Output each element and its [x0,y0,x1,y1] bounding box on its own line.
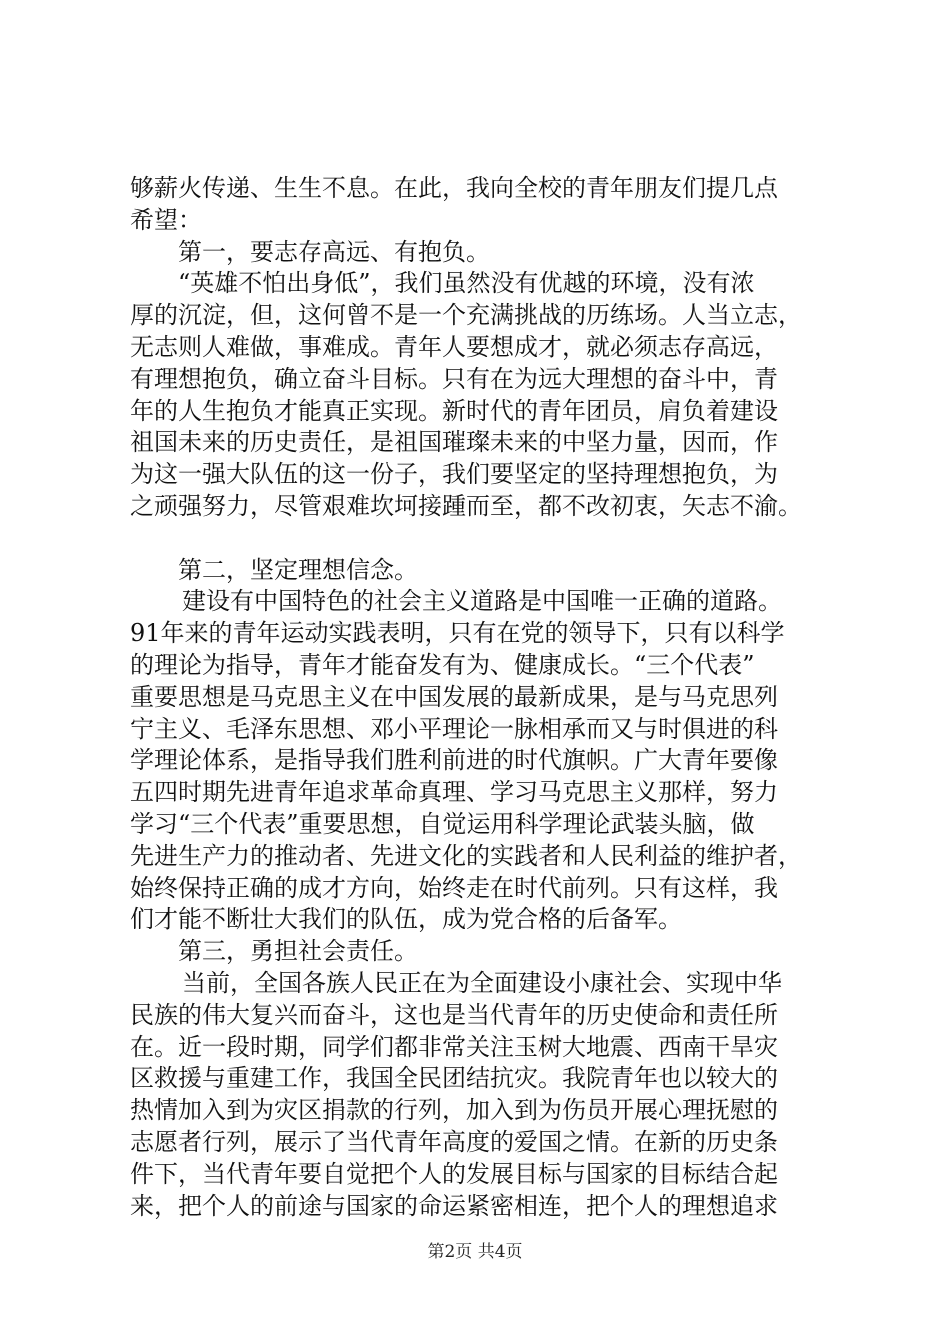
text-line: 学习“三个代表”重要思想，自觉运用科学理论武装头脑，做 [130,809,755,838]
text-line: 志愿者行列，展示了当代青年高度的爱国之情。在新的历史条 [130,1127,778,1156]
text-line: 宁主义、毛泽东思想、邓小平理论一脉相承而又与时俱进的科 [130,714,778,743]
text-line: 当前，全国各族人民正在为全面建设小康社会、实现中华 [182,968,782,997]
text-line: 在。近一段时期，同学们都非常关注玉树大地震、西南干旱灾 [130,1032,778,1061]
text-line: 热情加入到为灾区捐款的行列，加入到为伤员开展心理抚慰的 [130,1096,778,1125]
section-heading-1: 第一，要志存高远、有抱负。 [178,237,490,266]
text-line: 有理想抱负，确立奋斗目标。只有在为远大理想的奋斗中，青 [130,364,778,393]
text-line: 始终保持正确的成才方向，始终走在时代前列。只有这样，我 [130,873,778,902]
text-line: 件下，当代青年要自觉把个人的发展目标与国家的目标结合起 [130,1159,778,1188]
text-line: 之顽强努力，尽管艰难坎坷接踵而至，都不改初衷，矢志不渝。 [130,491,802,520]
text-line: 的理论为指导，青年才能奋发有为、健康成长。“三个代表” [130,650,755,679]
text-line: 重要思想是马克思主义在中国发展的最新成果，是与马克思列 [130,682,778,711]
text-line: 无志则人难做，事难成。青年人要想成才，就必须志存高远， [130,332,778,361]
text-line: 厚的沉淀，但，这何曾不是一个充满挑战的历练场。人当立志， [130,301,802,330]
text-line: 们才能不断壮大我们的队伍，成为党合格的后备军。 [130,905,682,934]
blank-line [130,523,830,555]
text-line: “英雄不怕出身低”，我们虽然没有优越的环境，没有浓 [178,269,755,298]
text-line: 先进生产力的推动者、先进文化的实践者和人民利益的维护者， [130,841,802,870]
text-line: 民族的伟大复兴而奋斗，这也是当代青年的历史使命和责任所 [130,1000,778,1029]
text-line: 年的人生抱负才能真正实现。新时代的青年团员，肩负着建设 [130,396,778,425]
section-heading-2: 第二，坚定理想信念。 [178,555,418,584]
text-line: 祖国未来的历史责任，是祖国璀璨未来的中坚力量，因而，作 [130,428,778,457]
text-line: 希望： [130,205,202,234]
section-heading-3: 第三，勇担社会责任。 [178,937,418,966]
text-line: 建设有中国特色的社会主义道路是中国唯一正确的道路。 [182,587,782,616]
text-line: 为这一强大队伍的这一份子，我们要坚定的坚持理想抱负，为 [130,460,778,489]
text-line: 区救援与重建工作，我国全民团结抗灾。我院青年也以较大的 [130,1064,778,1093]
text-line: 91年来的青年运动实践表明，只有在党的领导下，只有以科学 [130,619,785,648]
text-line: 五四时期先进青年追求革命真理、学习马克思主义那样，努力 [130,778,778,807]
page-footer: 第2页 共4页 [427,1242,523,1262]
text-line: 学理论体系，是指导我们胜利前进的时代旗帜。广大青年要像 [130,746,778,775]
text-line: 来，把个人的前途与国家的命运紧密相连，把个人的理想追求 [130,1191,778,1220]
document-body [130,173,830,1222]
text-line: 够薪火传递、生生不息。在此，我向全校的青年朋友们提几点 [130,174,778,202]
